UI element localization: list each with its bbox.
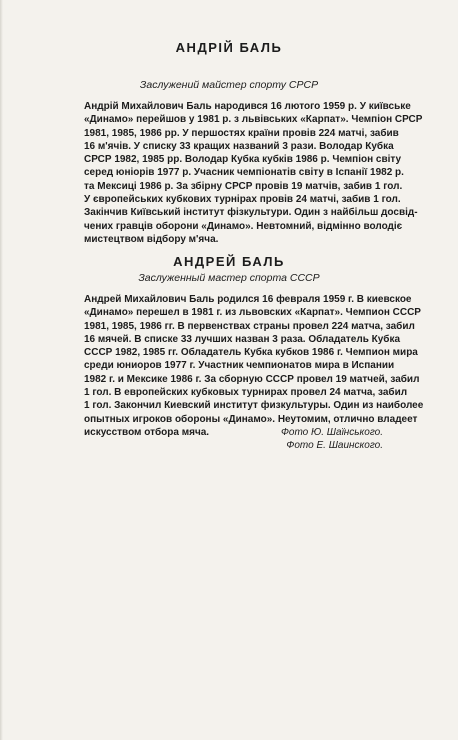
page-edge-shadow xyxy=(0,0,3,740)
photo-credit-russian: Фото Е. Шаинского. xyxy=(286,440,383,451)
russian-biography xyxy=(84,293,424,439)
russian-bio-line: среди юниоров 1977 г. Участник чемпионатов мира в Испании xyxy=(84,360,395,372)
ukrainian-biography xyxy=(84,100,423,246)
russian-bio-line: Андрей Михайлович Баль родился 16 февраля 1959 г. В киевское xyxy=(84,294,412,305)
russian-bio-line: 1982 г. и Мексике 1986 г. За сборную СССР провел 19 матчей, забил xyxy=(84,373,420,385)
ukrainian-bio-line: Андрій Михайлович Баль народився 16 лютого 1959 р. У київське xyxy=(84,101,411,112)
russian-bio-line: «Динамо» перешел в 1981 г. из львовских «Карпат». Чемпион СССР xyxy=(84,307,421,319)
ukrainian-subtitle: Заслужений майстер спорту СРСР xyxy=(139,79,319,91)
ukrainian-bio-line: серед юніорів 1977 р. Учасник чемпіонатів світу в Іспанії 1982 р. xyxy=(84,167,404,179)
ukrainian-bio-line: У європейських кубкових турнірах провів 24 матчі, забив 1 гол. xyxy=(84,194,401,206)
russian-bio-line: 1981, 1985, 1986 гг. В первенствах страны провел 224 матча, забил xyxy=(84,320,415,332)
russian-bio-line: 16 мячей. В списке 33 лучших назван 3 раза. Обладатель Кубка xyxy=(84,333,401,345)
ukrainian-bio-line: мистецтвом відбору м'яча. xyxy=(84,233,219,245)
russian-bio-line: СССР 1982, 1985 гг. Обладатель Кубка кубков 1986 г. Чемпион мира xyxy=(84,347,418,359)
ukrainian-bio-line: та Мексиці 1986 р. За збірну СРСР провів 19 матчів, забив 1 гол. xyxy=(84,180,403,192)
russian-title: АНДРЕЙ БАЛЬ xyxy=(173,254,285,269)
ukrainian-bio-line: «Динамо» перейшов у 1981 р. з львівських «Карпат». Чемпіон СРСР xyxy=(84,114,423,126)
ukrainian-bio-line: чених гравців оборони «Динамо». Невтомний, відмінно володіє xyxy=(84,220,403,232)
ukrainian-title: АНДРІЙ БАЛЬ xyxy=(175,40,283,55)
russian-bio-line: опытных игроков обороны «Динамо». Неутомим, отлично владеет xyxy=(84,413,418,425)
russian-bio-line: 1 гол. Закончил Киевский институт физкультуры. Один из наиболее xyxy=(84,400,424,412)
ukrainian-bio-line: СРСР 1982, 1985 рр. Володар Кубка кубків 1986 р. Чемпіон світу xyxy=(84,154,402,166)
photo-credit-ukrainian: Фото Ю. Шаїнського. xyxy=(280,427,383,438)
russian-bio-line: 1 гол. В европейских кубковых турнирах провел 24 матча, забил xyxy=(84,387,408,399)
russian-subtitle: Заслуженный мастер спорта СССР xyxy=(138,272,320,284)
ukrainian-bio-line: Закінчив Київський інститут фізкультури. Один з найбільш досвід- xyxy=(84,207,418,219)
russian-bio-line: искусством отбора мяча. xyxy=(84,426,210,438)
ukrainian-bio-line: 1981, 1985, 1986 рр. У першостях країни провів 224 матчі, забив xyxy=(84,127,399,139)
ukrainian-bio-line: 16 м'ячів. У списку 33 кращих названий 3 рази. Володар Кубка xyxy=(84,140,394,152)
